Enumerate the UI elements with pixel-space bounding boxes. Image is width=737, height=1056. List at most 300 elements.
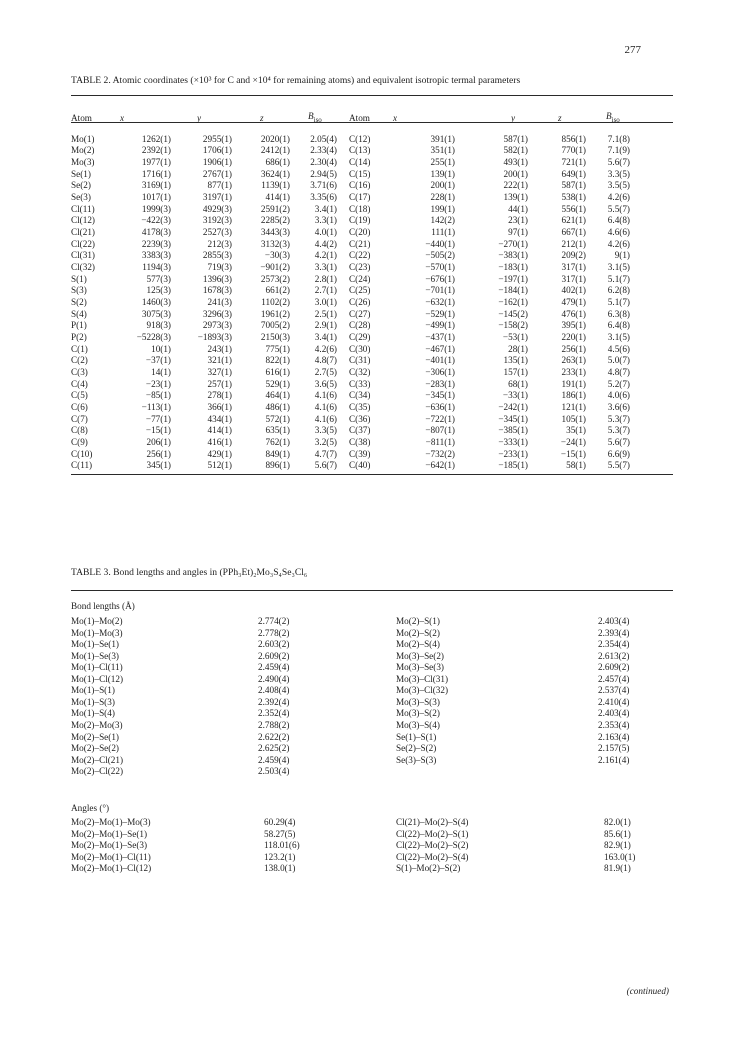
table-cell: 476(1): [561, 308, 586, 319]
table-cell: 111(1): [431, 227, 455, 238]
bond-row: [0, 628, 737, 639]
bond-label: Mo(2)–Mo(1)–Cl(11): [71, 851, 151, 862]
table-cell: C(39): [349, 448, 371, 459]
table-cell: 635(1): [265, 425, 290, 436]
table-cell: C(4): [71, 378, 88, 389]
table-cell: −158(2): [498, 320, 528, 331]
bond-label: Cl(22)–Mo(2)–S(4): [396, 851, 469, 862]
table-cell: 2020(1): [260, 133, 290, 144]
table-cell: −722(1): [425, 413, 455, 424]
table-cell: −437(1): [425, 331, 455, 342]
table-cell: −345(1): [498, 413, 528, 424]
table-cell: −30(3): [264, 250, 290, 261]
bond-value: 2.603(2): [258, 639, 290, 650]
table-cell: 414(1): [207, 425, 232, 436]
col-header-z-2: z: [558, 112, 562, 123]
table-cell: −113(1): [141, 401, 171, 412]
bond-value: 2.353(4): [598, 719, 630, 730]
table-cell: 3.1(5): [607, 262, 630, 273]
table-row: [71, 297, 630, 309]
bond-value: 2.490(4): [258, 673, 290, 684]
table-cell: 3.35(6): [310, 192, 337, 203]
table-cell: C(20): [349, 227, 371, 238]
table-cell: 775(1): [265, 343, 290, 354]
table-cell: 1139(1): [261, 180, 290, 191]
table-cell: 212(1): [561, 238, 586, 249]
table-cell: C(31): [349, 355, 371, 366]
table-cell: 5.3(7): [607, 413, 630, 424]
table-row: [71, 145, 630, 157]
table-cell: 4.2(1): [314, 250, 337, 261]
bond-row: [0, 651, 737, 662]
table-row: [71, 169, 630, 181]
table-cell: 1977(1): [141, 157, 171, 168]
table-cell: 3.2(5): [314, 436, 337, 447]
table-row: [71, 379, 630, 391]
table-cell: 4.2(6): [607, 192, 630, 203]
table-cell: 3.5(5): [607, 180, 630, 191]
table-row: [71, 320, 630, 332]
bond-label: Mo(2)–Mo(1)–Mo(3): [71, 817, 151, 827]
bond-value: 2.410(4): [598, 696, 630, 707]
table-cell: C(12): [349, 133, 371, 144]
table-cell: 1460(3): [141, 297, 171, 308]
table-row: [71, 134, 630, 146]
table-cell: −505(2): [425, 250, 455, 261]
table-cell: 243(1): [207, 343, 232, 354]
table-cell: 538(1): [561, 192, 586, 203]
table-cell: −233(1): [498, 448, 528, 459]
bond-label: Mo(3)–S(4): [396, 719, 440, 730]
table-cell: C(17): [349, 192, 371, 203]
bond-label: Mo(2)–S(4): [396, 639, 440, 650]
table3-top-rule: [71, 590, 673, 591]
bond-label: Mo(3)–Se(3): [396, 662, 444, 673]
table-cell: S(1): [71, 273, 87, 284]
bond-label: Mo(2)–Cl(21): [71, 754, 124, 765]
bond-label: Mo(2)–Se(2): [71, 743, 119, 754]
table-cell: 4.8(7): [607, 366, 630, 377]
table-cell: 228(1): [430, 192, 455, 203]
table-cell: 616(1): [265, 366, 290, 377]
table-cell: 434(1): [207, 413, 232, 424]
table3-caption: TABLE 3. Bond lengths and angles in (PPh₃Et)₂Mo₃S₄Se₃Cl₆: [71, 567, 308, 578]
bond-label: Cl(22)–Mo(2)–S(2): [396, 840, 469, 851]
bond-value: 123.2(1): [264, 851, 296, 862]
bond-label: Mo(2)–Mo(1)–Se(3): [71, 840, 148, 851]
col-header-x-2: x: [393, 112, 398, 123]
table-cell: 1017(1): [141, 192, 171, 203]
table-cell: Cl(22): [71, 238, 95, 249]
table-row: [71, 367, 630, 379]
table-cell: C(1): [71, 343, 88, 354]
table-cell: 206(1): [146, 436, 171, 447]
bond-value: 2.778(2): [258, 627, 290, 638]
continued-note: (continued): [626, 986, 669, 996]
table2-bottom-rule: [71, 474, 673, 475]
table-cell: −184(1): [498, 285, 528, 296]
table-cell: 3296(3): [202, 308, 232, 319]
table-cell: 3.6(6): [607, 401, 630, 412]
bond-value: 2.157(5): [598, 743, 630, 754]
table-cell: 241(3): [207, 297, 232, 308]
table-row: [71, 227, 630, 239]
bond-label: Mo(3)–Se(2): [396, 650, 444, 661]
table-cell: 142(2): [430, 215, 455, 226]
table-cell: C(11): [71, 460, 93, 471]
table-cell: 770(1): [561, 145, 586, 156]
table-cell: 9(1): [614, 250, 630, 261]
bond-value: 2.774(2): [258, 616, 290, 626]
table-cell: −333(1): [498, 436, 528, 447]
table-cell: 10(1): [151, 343, 171, 354]
table-cell: 256(1): [146, 448, 171, 459]
angle-row: [0, 829, 737, 840]
table-cell: −306(1): [425, 366, 455, 377]
table-cell: 4929(3): [202, 203, 232, 214]
table-cell: 4.0(6): [607, 390, 630, 401]
table-cell: C(34): [349, 390, 371, 401]
table-cell: Se(1): [71, 168, 91, 179]
table-cell: −37(1): [145, 355, 171, 366]
table-cell: 1102(2): [261, 297, 290, 308]
table-cell: 3.1(5): [607, 331, 630, 342]
table-cell: 220(1): [561, 331, 586, 342]
table-cell: −807(1): [425, 425, 455, 436]
table-cell: 3.4(1): [314, 331, 337, 342]
table-cell: Cl(12): [71, 215, 95, 226]
table-cell: 2973(3): [202, 320, 232, 331]
table-cell: C(14): [349, 157, 371, 168]
table-cell: P(2): [71, 331, 87, 342]
bond-label: Mo(3)–S(3): [396, 696, 440, 707]
table-row: [71, 449, 630, 461]
table-cell: 3.3(1): [314, 262, 337, 273]
table-cell: 587(1): [503, 133, 528, 144]
table-cell: −23(1): [145, 378, 171, 389]
bond-value: 2.503(4): [258, 766, 290, 777]
table-cell: 5.6(7): [607, 436, 630, 447]
bond-row: [0, 743, 737, 754]
bond-label: Mo(2)–Se(1): [71, 731, 119, 742]
table-cell: Mo(2): [71, 145, 95, 156]
table-cell: 4.8(7): [314, 355, 337, 366]
table-cell: 667(1): [561, 227, 586, 238]
table-cell: 3.3(5): [607, 168, 630, 179]
table-cell: 125(3): [146, 285, 171, 296]
bond-row: [0, 639, 737, 650]
table-cell: −5228(3): [136, 331, 171, 342]
table-cell: −183(1): [498, 262, 528, 273]
bond-value: 2.459(4): [258, 754, 290, 765]
table-cell: 5.6(7): [607, 157, 630, 168]
table-cell: 849(1): [265, 448, 290, 459]
table-cell: 3197(1): [202, 192, 232, 203]
table-cell: 321(1): [207, 355, 232, 366]
table-cell: 222(1): [503, 180, 528, 191]
table-cell: 3.4(1): [314, 203, 337, 214]
table-cell: 23(1): [508, 215, 528, 226]
table-cell: 621(1): [561, 215, 586, 226]
table-cell: 4.4(2): [314, 238, 337, 249]
table-cell: Cl(32): [71, 262, 95, 273]
table-cell: 4.2(6): [607, 238, 630, 249]
table-cell: 3.71(6): [310, 180, 337, 191]
bond-value: 81.9(1): [604, 863, 631, 874]
table-cell: −901(2): [260, 262, 290, 273]
table-cell: 1678(3): [202, 285, 232, 296]
bond-value: 2.613(2): [598, 650, 630, 661]
table-cell: Se(3): [71, 192, 91, 203]
table-cell: C(22): [349, 250, 371, 261]
table-cell: S(3): [71, 285, 87, 296]
table-cell: 209(2): [561, 250, 586, 261]
table-row: [71, 204, 630, 216]
table-cell: 317(1): [561, 262, 586, 273]
table-cell: 317(1): [561, 273, 586, 284]
table-cell: 2150(3): [260, 331, 290, 342]
table-cell: 3169(1): [141, 180, 171, 191]
table-cell: 2.8(1): [314, 273, 337, 284]
bond-row: [0, 755, 737, 766]
table-cell: −33(1): [502, 390, 528, 401]
table-cell: 2239(3): [141, 238, 171, 249]
table-cell: 4.1(6): [314, 413, 337, 424]
angle-row: [0, 840, 737, 851]
bond-label: Mo(1)–Mo(3): [71, 627, 123, 638]
bond-value: 2.403(4): [598, 616, 630, 626]
bond-value: 60.29(4): [264, 817, 296, 827]
bond-label: Mo(3)–Cl(31): [396, 673, 449, 684]
table-row: [71, 425, 630, 437]
bond-row: [0, 708, 737, 719]
bond-label: Mo(2)–Mo(3): [71, 719, 123, 730]
table-cell: 416(1): [207, 436, 232, 447]
bond-label: Mo(3)–Cl(32): [396, 685, 449, 696]
bond-value: 138.0(1): [264, 863, 296, 874]
table-cell: 762(1): [265, 436, 290, 447]
table-cell: −570(1): [425, 262, 455, 273]
bond-value: 2.788(2): [258, 719, 290, 730]
bond-row: [0, 674, 737, 685]
bond-label: S(1)–Mo(2)–S(2): [396, 863, 461, 874]
col-header-y: y: [197, 112, 202, 123]
bond-value: 2.393(4): [598, 627, 630, 638]
table-cell: 14(1): [151, 366, 171, 377]
table-cell: 486(1): [265, 401, 290, 412]
table-cell: 1194(3): [142, 262, 171, 273]
bond-value: 2.625(2): [258, 743, 290, 754]
table-cell: −345(1): [425, 390, 455, 401]
table-cell: C(5): [71, 390, 88, 401]
table-cell: 200(1): [430, 180, 455, 191]
table-cell: 191(1): [561, 378, 586, 389]
table-cell: C(7): [71, 413, 88, 424]
table-cell: 856(1): [561, 133, 586, 144]
table-cell: S(2): [71, 297, 87, 308]
table-cell: −636(1): [425, 401, 455, 412]
table-cell: 479(1): [561, 297, 586, 308]
bond-label: Mo(1)–Cl(12): [71, 673, 124, 684]
table-row: [71, 309, 630, 321]
bond-label: Mo(1)–S(4): [71, 708, 115, 719]
bond-value: 58.27(5): [264, 828, 296, 839]
table-cell: 2412(1): [260, 145, 290, 156]
table-cell: 464(1): [265, 390, 290, 401]
table-cell: C(3): [71, 366, 88, 377]
table-cell: 2.30(4): [310, 157, 337, 168]
bond-label: Mo(2)–S(1): [396, 616, 440, 626]
table-row: [71, 344, 630, 356]
bond-value: 82.9(1): [604, 840, 631, 851]
table2-caption: TABLE 2. Atomic coordinates (×10³ for C and ×10⁴ for remaining atoms) and equivalent isotropic termal parameters: [71, 75, 521, 86]
table-cell: 414(1): [265, 192, 290, 203]
table-cell: 2.9(1): [314, 320, 337, 331]
bond-value: 2.354(4): [598, 639, 630, 650]
bond-value: 2.609(2): [598, 662, 630, 673]
table-cell: 6.6(9): [607, 448, 630, 459]
table-cell: 3.3(1): [314, 215, 337, 226]
table-cell: 587(1): [561, 180, 586, 191]
table-cell: 2.94(5): [310, 168, 337, 179]
table-cell: 263(1): [561, 355, 586, 366]
table-cell: −676(1): [425, 273, 455, 284]
table-cell: −467(1): [425, 343, 455, 354]
table-cell: C(33): [349, 378, 371, 389]
table-cell: 2285(2): [260, 215, 290, 226]
table-cell: 2.5(1): [314, 308, 337, 319]
table-cell: P(1): [71, 320, 87, 331]
table-cell: 135(1): [503, 355, 528, 366]
table-cell: 327(1): [207, 366, 232, 377]
bond-label: Mo(1)–S(1): [71, 685, 115, 696]
table-cell: 257(1): [207, 378, 232, 389]
table-cell: −732(2): [425, 448, 455, 459]
table-cell: −53(1): [502, 331, 528, 342]
table-cell: −811(1): [425, 436, 455, 447]
table-cell: 3443(3): [260, 227, 290, 238]
bond-value: 2.408(4): [258, 685, 290, 696]
bond-row: [0, 616, 737, 627]
table-cell: Cl(31): [71, 250, 95, 261]
bond-value: 2.622(2): [258, 731, 290, 742]
table-cell: C(15): [349, 168, 371, 179]
table-row: [71, 239, 630, 251]
table-cell: 1716(1): [141, 168, 171, 179]
table-cell: 3192(3): [202, 215, 232, 226]
table-row: [71, 215, 630, 227]
table-cell: 2767(1): [202, 168, 232, 179]
table-cell: −270(1): [498, 238, 528, 249]
table-cell: C(23): [349, 262, 371, 273]
bond-lengths-heading: Bond lengths (Å): [71, 601, 135, 611]
table-cell: 577(3): [146, 273, 171, 284]
page-number: 277: [624, 44, 641, 56]
table-cell: 233(1): [561, 366, 586, 377]
table-cell: C(26): [349, 297, 371, 308]
table-cell: C(38): [349, 436, 371, 447]
table-row: [71, 332, 630, 344]
bond-value: 2.537(4): [598, 685, 630, 696]
table-cell: 2527(3): [202, 227, 232, 238]
table-cell: −383(1): [498, 250, 528, 261]
bond-label: Mo(2)–Mo(1)–Cl(12): [71, 863, 152, 874]
table-cell: C(32): [349, 366, 371, 377]
table-cell: 345(1): [146, 460, 171, 471]
table-cell: 2392(1): [141, 145, 171, 156]
table-cell: −401(1): [425, 355, 455, 366]
table-cell: 5.5(7): [607, 203, 630, 214]
table-cell: 4.6(6): [607, 227, 630, 238]
table-cell: 255(1): [430, 157, 455, 168]
table-row: [71, 355, 630, 367]
angles-heading: Angles (°): [71, 803, 110, 813]
table-cell: 7.1(8): [607, 133, 630, 144]
table-cell: 918(3): [146, 320, 171, 331]
table-cell: 4178(3): [141, 227, 171, 238]
table-row: [71, 274, 630, 286]
table-cell: C(40): [349, 460, 371, 471]
table-cell: −197(1): [498, 273, 528, 284]
table-row: [71, 460, 630, 472]
bond-label: Se(2)–S(2): [396, 743, 437, 754]
table-cell: −242(1): [498, 401, 528, 412]
atomic-coordinates-table: [71, 110, 630, 472]
table-cell: 1906(1): [202, 157, 232, 168]
table-cell: 6.4(8): [607, 215, 630, 226]
table-cell: 3.3(5): [314, 425, 337, 436]
table-cell: −85(1): [145, 390, 171, 401]
bond-value: 2.403(4): [598, 708, 630, 719]
table-cell: 2.33(4): [310, 145, 337, 156]
bond-row: [0, 662, 737, 673]
table-cell: 5.1(7): [607, 273, 630, 284]
table-cell: 58(1): [566, 460, 586, 471]
table-cell: 6.2(8): [607, 285, 630, 296]
bond-label: Se(1)–S(1): [396, 731, 437, 742]
table-cell: 2855(3): [202, 250, 232, 261]
table-cell: −642(1): [425, 460, 455, 471]
table-row: [71, 157, 630, 169]
table-cell: 1999(3): [141, 203, 171, 214]
table-cell: C(10): [71, 448, 93, 459]
angle-row: [0, 863, 737, 874]
table-cell: 28(1): [508, 343, 528, 354]
table-cell: Cl(21): [71, 227, 95, 238]
table-cell: 5.0(7): [607, 355, 630, 366]
table-cell: 3.6(5): [314, 378, 337, 389]
table-cell: 402(1): [561, 285, 586, 296]
table-cell: −440(1): [425, 238, 455, 249]
table-cell: −145(2): [498, 308, 528, 319]
table-cell: C(27): [349, 308, 371, 319]
table-cell: C(19): [349, 215, 371, 226]
table-cell: 186(1): [561, 390, 586, 401]
bond-value: 2.459(4): [258, 662, 290, 673]
bond-value: 82.0(1): [604, 817, 631, 827]
bond-value: 163.0(1): [604, 851, 636, 862]
table-cell: −77(1): [145, 413, 171, 424]
table-cell: −701(1): [425, 285, 455, 296]
bond-label: Mo(3)–S(2): [396, 708, 440, 719]
table-cell: 582(1): [503, 145, 528, 156]
table-row: [71, 262, 630, 274]
table-cell: Se(2): [71, 180, 91, 191]
bond-value: 2.609(2): [258, 650, 290, 661]
table-cell: 395(1): [561, 320, 586, 331]
table-cell: 4.1(6): [314, 401, 337, 412]
table-cell: 512(1): [207, 460, 232, 471]
